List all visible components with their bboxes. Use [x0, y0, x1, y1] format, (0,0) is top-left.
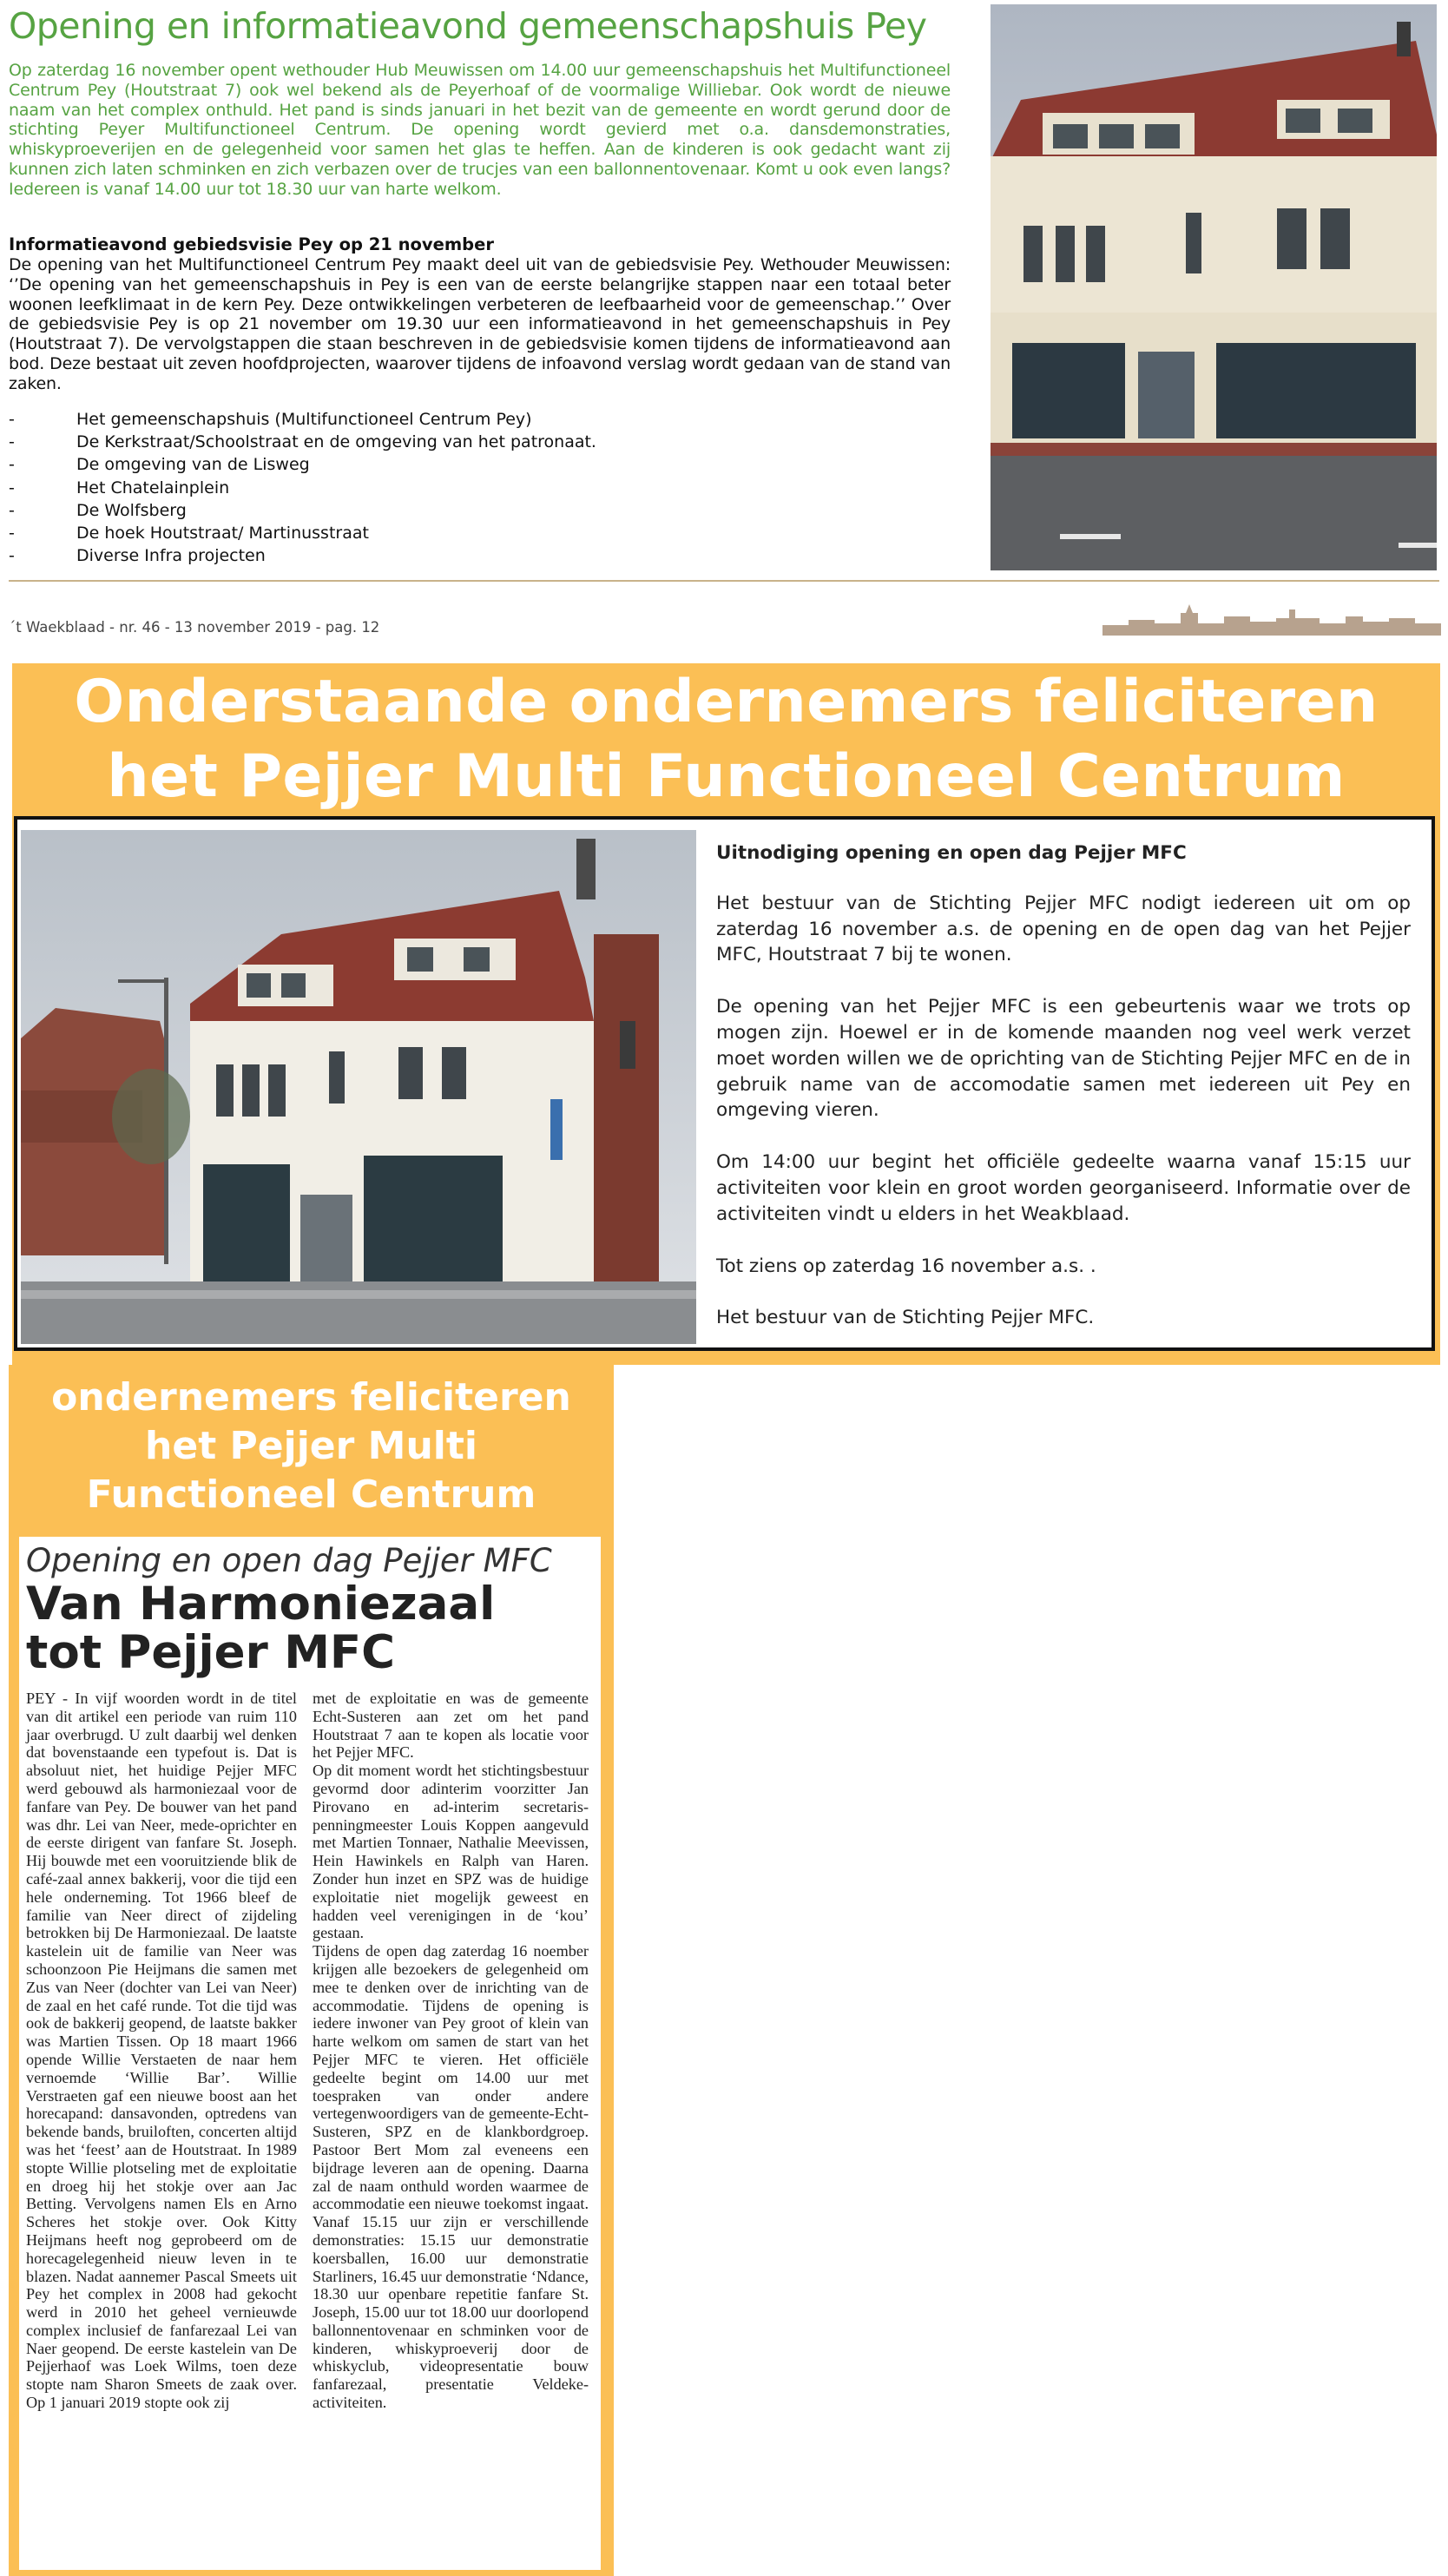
article-subheading: Informatieavond gebiedsvisie Pey op 21 november: [9, 234, 494, 254]
banner-line: Onderstaande ondernemers feliciteren: [74, 668, 1379, 736]
panel-heading-line: het Pejjer Multi: [145, 1424, 477, 1468]
list-item: - Het Chatelainplein: [9, 478, 230, 497]
article-column-1: [26, 1690, 297, 2412]
article-body: De opening van het Multifunctioneel Centrum Pey maakt deel uit van de gebiedsvisie Pey. Wethouder Meuwissen: ‘’De opening van het gemeenschapshuis in Pey is een van de eerste belangrijke stappen naar een totaal beter woonen leefklimaat in de kern Pey. Deze ontwikkelingen verbeteren de leefbaarheid voor de gemeenschap.’’ Over de gebiedsvisie Pey is op 21 november om 19.30 uur een informatieavond in het gemeenschapshuis in Pey (Houtstraat 7). De vervolgstappen die staan beschreven in de gebiedsvisie komen tijdens de informatieavond aan bod. Deze bestaat uit zeven hoofdprojecten, waarover tijdens de infoavond verslag wordt gedaan van de stand van zaken.: [9, 255, 951, 393]
project-list: [9, 408, 951, 567]
panel-heading: [9, 1374, 614, 1519]
building-photo: [21, 830, 696, 1344]
article-title: Opening en informatieavond gemeenschapshuis Pey: [9, 5, 927, 47]
article-intro: Op zaterdag 16 november opent wethouder Hub Meuwissen om 14.00 uur gemeenschapshuis het Multifunctioneel Centrum Pey (Houtstraat 7) ook wel bekend als de Peyerhoaf of de voormalige Williebar. Ook wordt de nieuwe naam van het complex onthuld. Het pand is sinds januari in het bezit van de gemeente en wordt gerund door de stichting Peyer Multifunctioneel Centrum. De opening wordt gevierd met o.a. dansdemonstraties, whiskyproeverijen en de gelegenheid voor samen het glas te heffen. Aan de kinderen is ook gedacht want zij kunnen zich laten schminken en zich verbazen over de trucjes van een ballonnentovenaar. Komt u ook even langs? Iedereen is vanaf 14.00 uur tot 18.30 uur van harte welkom.: [9, 61, 951, 199]
invitation-paragraph: Het bestuur van de Stichting Pejjer MFC nodigt iedereen uit om op zaterdag 16 november a.s. de opening en de open dag van het Pejjer MFC, Houtstraat 7 bij te wonen.: [716, 892, 1411, 966]
list-item: - De Kerkstraat/Schoolstraat en de omgeving van het patronaat.: [9, 432, 596, 452]
list-item: - Het gemeenschapshuis (Multifunctioneel Centrum Pey): [9, 410, 532, 429]
invitation-paragraph: De opening van het Pejjer MFC is een gebeurtenis waar we trots op mogen zijn. Hoewel er in de komende maanden nog veel werk verzet moet worden willen we de oprichting van de Stichting Pejjer MFC en de in gebruik name van de accomodatie samen met iedereen uit Pey en omgeving vieren.: [716, 996, 1411, 1122]
invitation-paragraph: Om 14:00 uur begint het officiële gedeelte waarna vanaf 15:15 uur activiteiten voor klein en groot worden georganiseerd. Informatie over de activiteiten vindt u elders in het Weakblaad.: [716, 1151, 1411, 1225]
panel-heading-line: ondernemers feliciteren: [51, 1375, 571, 1420]
article-paragraph: met de exploitatie en was de gemeente Echt-Susteren aan zet om het pand Houtstraat 7 aan te kopen als locatie voor het Pejjer MFC.: [313, 1690, 589, 1762]
panel-heading-line: Functioneel Centrum: [86, 1472, 536, 1517]
article-headline: [26, 1580, 495, 1677]
article-paragraph: PEY - In vijf woorden wordt in de titel van dit artikel een periode van ruim 110 jaar overbrugd. U zult daarbij wel denken dat bovenstaande een typefout is. Dat is absoluut niet, het huidige Pejjer MFC werd gebouwd als harmoniezaal voor de fanfare van Pey. De bouwer van het pand was dhr. Lei van Neer, mede-oprichter en de eerste dirigent van fanfare St. Joseph. Hij bouwde met een vooruitziende blik de café-zaal annex bakkerij, voor die tijd een hele onderneming. Tot 1966 bleef de familie van Neer direct of zijdeling betrokken bij De Harmoniezaal. De laatste kastelein uit de familie van Neer was schoonzoon Pie Heijmans die samen met Zus van Neer (dochter van Lei van Neer) de zaal en het café runde. Tot die tijd was ook de bakkerij geopend, de laatste bakker was Martien Tissen. Op 18 maart 1966 opende Willie Verstaeten de naar hem vernoemde ‘Willie Bar’. Willie Verstraeten gaf een nieuwe boost aan het horecapand: dansavonden, optredens van bekende bands, bruiloften, concerten altijd was het ‘feest’ aan de Houtstraat. In 1989 stopte Willie plotseling met de exploitatie en droeg hij het stokje over aan Jac Betting. Vervolgens namen Els en Arno Scheres het stokje over. Ook Kitty Heijmans heeft nog geprobeerd om de horecagelegenheid nieuw leven in te blazen. Nadat aannemer Pascal Smeets uit Pey het complex in 2008 had gekocht werd in 2010 het geheel vernieuwde complex inclusief de fanfarezaal Lei van Naer geopend. De eerste kastelein van De Pejjerhaof was Loek Wilms, toen deze stopte nam Sharon Smeets de zaak over. Op 1 januari 2019 stopte ook zij: [26, 1690, 297, 2412]
invitation-signature: Het bestuur van de Stichting Pejjer MFC.: [716, 1307, 1095, 1329]
folio: ´t Waekblaad - nr. 46 - 13 november 2019 - pag. 12: [9, 619, 380, 636]
article-column-2: [313, 1690, 589, 2412]
banner-line: het Pejjer Multi Functioneel Centrum: [107, 742, 1346, 811]
list-item: - De hoek Houtstraat/ Martinusstraat: [9, 524, 369, 544]
skyline-ornament: [1102, 601, 1441, 636]
invitation-text: [716, 840, 1411, 1357]
article-paragraph: Tijdens de open dag zaterdag 16 noember krijgen alle bezoekers de gelegenheid om mee te denken over de inrichting van de accommodatie. Tijdens de opening is iedere inwoner van Pey groot of klein van harte welkom om samen de start van het Pejjer MFC te vieren. Het officiële gedeelte begint om 14.00 uur met toespraken van onder andere vertegenwoordigers van de gemeente-Echt-Susteren, SPZ en de klankbordgroep. Pastoor Bert Mom zal eveneens een bijdrage leveren aan de opening. Daarna zal de naam onthuld worden waarmee de accommodatie een nieuwe toekomst ingaat. Vanaf 15.15 uur zijn er verschillende demonstraties: 15.15 uur demonstratie koersballen, 16.00 uur demonstratie Starliners, 16.45 uur demonstratie ‘Ndance, 18.30 uur openbare repetitie fanfare St. Joseph, 15.00 uur tot 18.00 uur doorlopend ballonnentovenaar en schminken voor de kinderen, whiskyproeverij door de whiskyclub, videopresentatie bouw fanfarezaal, presentatie Veldeke-activiteiten.: [313, 1942, 589, 2412]
invitation-paragraph: Tot ziens op zaterdag 16 november a.s. .: [716, 1255, 1096, 1277]
list-item: - De omgeving van de Lisweg: [9, 455, 310, 475]
article-kicker: Opening en open dag Pejjer MFC: [26, 1542, 552, 1579]
list-item: - Diverse Infra projecten: [9, 546, 266, 566]
headline-line: Van Harmoniezaal: [26, 1578, 496, 1631]
invitation-heading: Uitnodiging opening en open dag Pejjer MFC: [716, 842, 1187, 864]
section-divider: [9, 580, 1439, 582]
article-paragraph: Op dit moment wordt het stichtingsbestuur gevormd door adinterim voorzitter Jan Pirovano en ad-interim secretaris-penningmeester Louis Koppen aangevuld met Martien Tonnaer, Nathalie Meevissen, Hein Hawinkels en Ralph van Haren. Zonder hun inzet en SPZ was de huidige exploitatie niet mogelijk geweest en hadden veel verenigingen in de ‘kou’ gestaan.: [313, 1762, 589, 1942]
headline-line: tot Pejjer MFC: [26, 1626, 396, 1679]
building-photo: [991, 4, 1437, 570]
list-item: - De Wolfsberg: [9, 500, 187, 520]
banner-title: [12, 665, 1440, 814]
